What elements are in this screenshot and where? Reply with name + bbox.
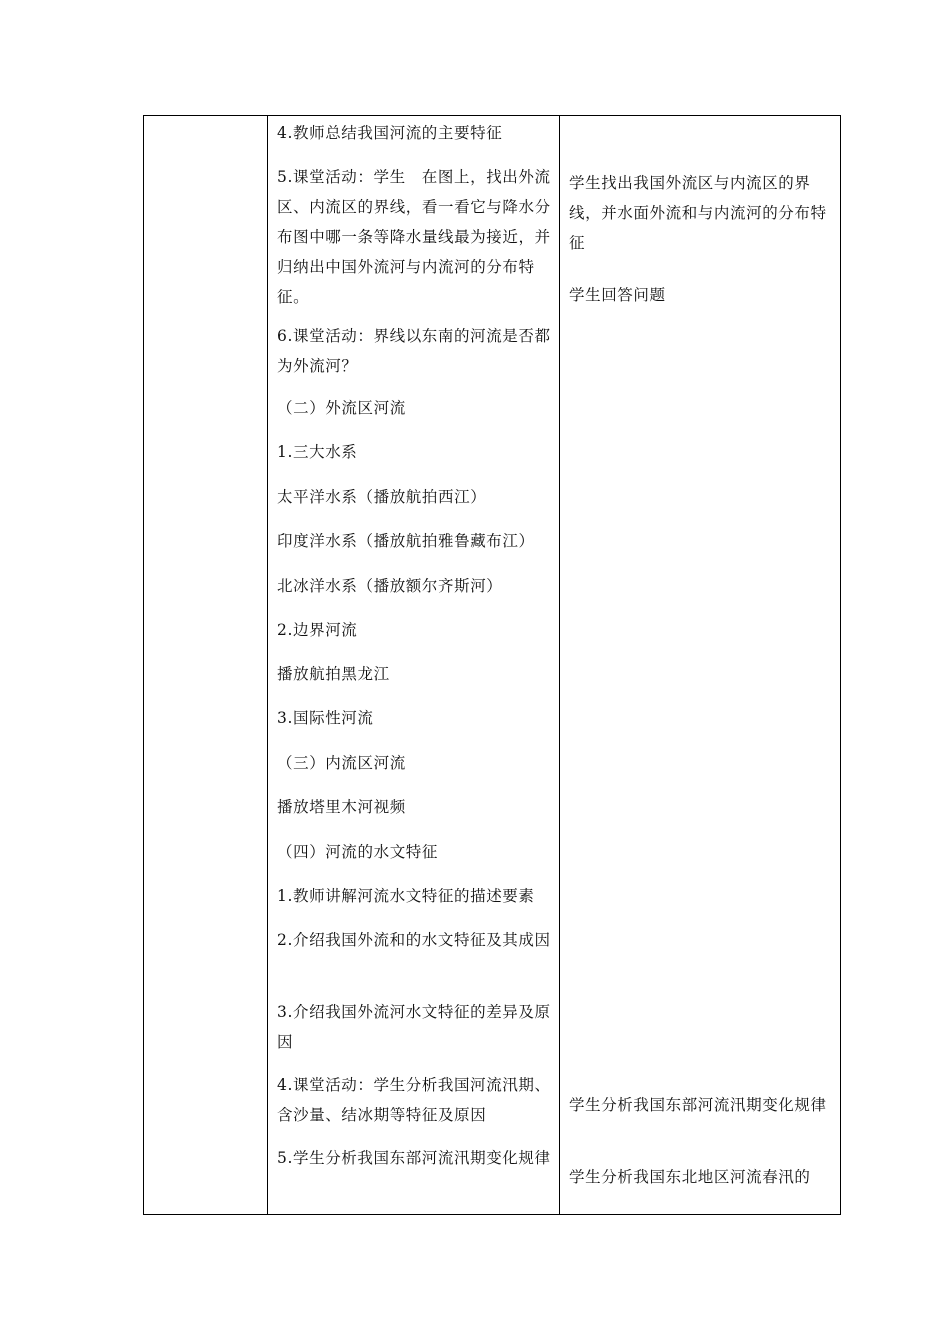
teacher-step: 4.课堂活动：学生分析我国河流汛期、含沙量、结冰期等特征及原因 xyxy=(277,1076,551,1124)
teacher-step: 2.边界河流 xyxy=(277,621,358,639)
teacher-step: 1.教师讲解河流水文特征的描述要素 xyxy=(277,887,535,905)
teacher-step: 3.国际性河流 xyxy=(277,709,374,727)
student-activity: 学生分析我国东北地区河流春汛的 xyxy=(569,1168,811,1186)
teacher-step: 播放航拍黑龙江 xyxy=(277,665,390,683)
lesson-table xyxy=(143,115,841,1215)
teacher-step: 5.课堂活动：学生 在图上，找出外流区、内流区的界线，看一看它与降水分布图中哪一条等降水量线最为接近，并归纳出中国外流河与内流河的分布特征。 xyxy=(277,168,551,306)
student-activity: 学生找出我国外流区与内流区的界线，并水面外流和与内流河的分布特征 xyxy=(569,174,827,252)
section-heading: （三）内流区河流 xyxy=(277,754,406,772)
student-activity: 学生分析我国东部河流汛期变化规律 xyxy=(569,1096,827,1114)
column-divider xyxy=(267,116,268,1214)
student-activity: 学生回答问题 xyxy=(569,286,666,304)
teacher-step: 4.教师总结我国河流的主要特征 xyxy=(277,124,503,142)
section-heading: （二）外流区河流 xyxy=(277,399,406,417)
teacher-step: 太平洋水系（播放航拍西江） xyxy=(277,488,487,506)
section-heading: （四）河流的水文特征 xyxy=(277,843,439,861)
teacher-step: 3.介绍我国外流河水文特征的差异及原因 xyxy=(277,1003,551,1051)
teacher-step: 2.介绍我国外流和的水文特征及其成因 xyxy=(277,931,551,949)
teacher-step: 1.三大水系 xyxy=(277,443,358,461)
column-divider xyxy=(559,116,560,1214)
teacher-step: 北冰洋水系（播放额尔齐斯河） xyxy=(277,577,503,595)
teacher-step: 印度洋水系（播放航拍雅鲁藏布江） xyxy=(277,532,535,550)
teacher-step: 播放塔里木河视频 xyxy=(277,798,406,816)
teacher-step: 5.学生分析我国东部河流汛期变化规律 xyxy=(277,1149,551,1167)
teacher-step: 6.课堂活动：界线以东南的河流是否都为外流河？ xyxy=(277,327,551,375)
